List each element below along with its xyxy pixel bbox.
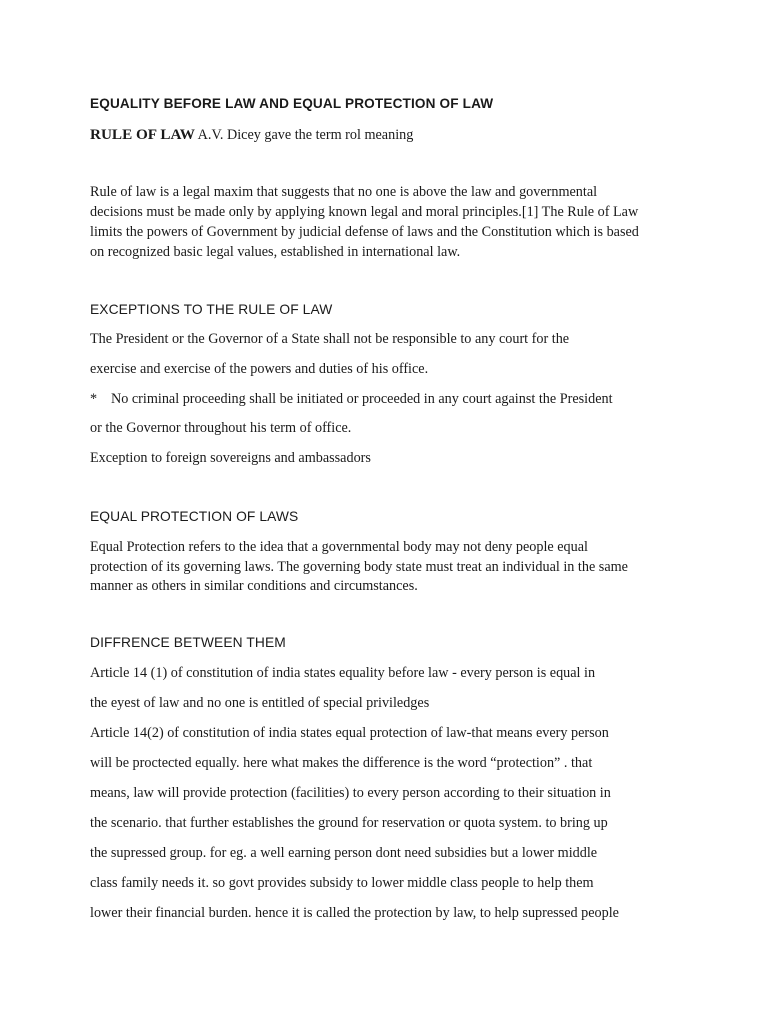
difference-line: means, law will provide protection (facilities) to every person according to their situation in: [90, 785, 611, 801]
rule-of-law-text: A.V. Dicey gave the term rol meaning: [194, 127, 414, 143]
asterisk-bullet-icon: *: [90, 391, 98, 407]
intro-paragraph-line: on recognized basic legal values, established in international law.: [90, 244, 461, 260]
difference-line: lower their financial burden. hence it is called the protection by law, to help supressed people: [90, 905, 619, 921]
equal-protection-heading: EQUAL PROTECTION OF LAWS: [90, 509, 299, 524]
rule-of-law-line: [90, 125, 413, 145]
exceptions-bullet-line: [90, 389, 613, 409]
difference-line: the scenario. that further establishes the ground for reservation or quota system. to bring up: [90, 815, 608, 831]
difference-line: Article 14 (1) of constitution of india states equality before law - every person is equal in: [90, 665, 596, 681]
difference-line: will be proctected equally. here what makes the difference is the word “protection” . that: [90, 755, 593, 771]
difference-line: class family needs it. so govt provides subsidy to lower middle class people to help them: [90, 875, 594, 891]
equal-protection-line: protection of its governing laws. The governing body state must treat an individual in the same: [90, 559, 628, 575]
intro-paragraph-line: limits the powers of Government by judicial defense of laws and the Constitution which is based: [90, 224, 639, 240]
exceptions-bullet-text: No criminal proceeding shall be initiated or proceeded in any court against the President: [111, 391, 613, 407]
exceptions-line: The President or the Governor of a State shall not be responsible to any court for the: [90, 331, 570, 347]
rule-of-law-label: RULE OF LAW: [90, 126, 195, 143]
intro-paragraph-line: Rule of law is a legal maxim that suggests that no one is above the law and governmental: [90, 184, 598, 200]
difference-line: Article 14(2) of constitution of india states equal protection of law-that means every person: [90, 725, 609, 741]
exceptions-heading: EXCEPTIONS TO THE RULE OF LAW: [90, 302, 333, 317]
difference-line: the eyest of law and no one is entitled of special priviledges: [90, 695, 430, 711]
exceptions-line: Exception to foreign sovereigns and ambassadors: [90, 450, 371, 466]
equal-protection-line: manner as others in similar conditions and circumstances.: [90, 578, 418, 594]
difference-line: the supressed group. for eg. a well earning person dont need subsidies but a lower middle: [90, 845, 598, 861]
exceptions-line: exercise and exercise of the powers and duties of his office.: [90, 361, 429, 377]
difference-heading: DIFFRENCE BETWEEN THEM: [90, 635, 286, 650]
document-title: EQUALITY BEFORE LAW AND EQUAL PROTECTION OF LAW: [90, 96, 494, 111]
intro-paragraph-line: decisions must be made only by applying known legal and moral principles.[1] The Rule of Law: [90, 204, 639, 220]
exceptions-line: or the Governor throughout his term of office.: [90, 420, 352, 436]
equal-protection-line: Equal Protection refers to the idea that a governmental body may not deny people equal: [90, 539, 588, 555]
